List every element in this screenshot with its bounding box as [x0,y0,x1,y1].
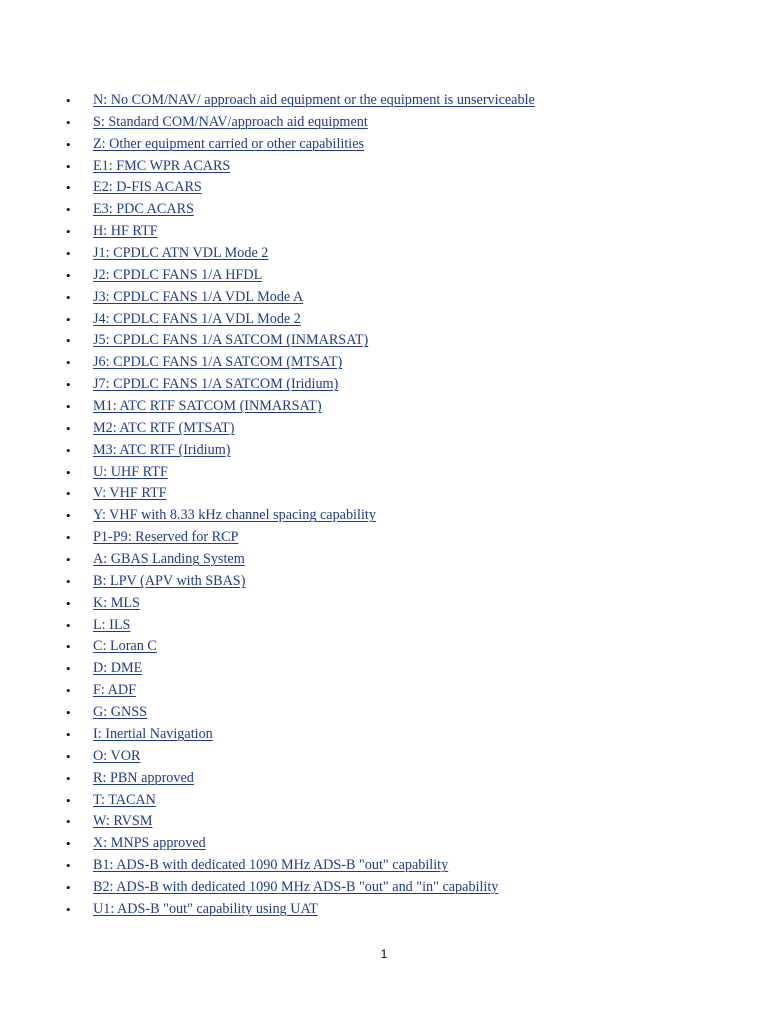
bullet-icon: • [66,377,71,393]
bullet-icon: • [66,683,71,699]
bullet-icon: • [66,858,71,874]
bullet-icon: • [66,158,71,174]
equipment-code-link[interactable]: J6: CPDLC FANS 1/A SATCOM (MTSAT) [93,354,343,371]
equipment-code-link[interactable]: W: RVSM [93,813,153,830]
bullet-icon: • [66,246,71,262]
bullet-icon: • [66,748,71,764]
equipment-code-link[interactable]: J7: CPDLC FANS 1/A SATCOM (Iridium) [93,376,339,393]
bullet-icon: • [66,202,71,218]
equipment-code-link[interactable]: B2: ADS-B with dedicated 1090 MHz ADS-B "out" and "in" capability [93,878,499,895]
equipment-code-link[interactable]: I: Inertial Navigation [93,725,213,742]
bullet-icon: • [66,573,71,589]
page-number: 1 [380,947,388,961]
equipment-code-link[interactable]: V: VHF RTF [93,485,167,502]
bullet-icon: • [66,267,71,283]
bullet-icon: • [66,530,71,546]
bullet-icon: • [66,617,71,633]
equipment-code-link[interactable]: M3: ATC RTF (Iridium) [93,441,231,458]
bullet-icon: • [66,552,71,568]
bullet-icon: • [66,180,71,196]
bullet-icon: • [66,464,71,480]
bullet-icon: • [66,901,71,917]
equipment-code-link[interactable]: R: PBN approved [93,769,194,786]
bullet-icon: • [66,114,71,130]
bullet-icon: • [66,333,71,349]
equipment-code-link[interactable]: B: LPV (APV with SBAS) [93,572,246,589]
equipment-code-link[interactable]: S: Standard COM/NAV/approach aid equipment [93,113,368,130]
equipment-code-link[interactable]: M2: ATC RTF (MTSAT) [93,419,235,436]
bullet-icon: • [66,705,71,721]
bullet-icon: • [66,726,71,742]
equipment-code-link[interactable]: D: DME [93,660,143,677]
equipment-code-link[interactable]: E1: FMC WPR ACARS [93,157,231,174]
equipment-code-link[interactable]: N: No COM/NAV/ approach aid equipment or the equipment is unserviceable [93,92,535,108]
equipment-code-link[interactable]: Y: VHF with 8.33 kHz channel spacing capability [93,507,376,524]
equipment-code-link[interactable]: J3: CPDLC FANS 1/A VDL Mode A [93,288,304,305]
bullet-icon: • [66,508,71,524]
equipment-code-link[interactable]: C: Loran C [93,638,157,655]
bullet-icon: • [66,224,71,240]
equipment-code-link[interactable]: J5: CPDLC FANS 1/A SATCOM (INMARSAT) [93,332,369,349]
bullet-icon: • [66,420,71,436]
bullet-icon: • [66,814,71,830]
bullet-icon: • [66,399,71,415]
bullet-icon: • [66,486,71,502]
equipment-code-link[interactable]: J1: CPDLC ATN VDL Mode 2 [93,245,269,262]
equipment-code-link[interactable]: P1-P9: Reserved for RCP [93,529,239,546]
equipment-code-link[interactable]: K: MLS [93,594,140,611]
bullet-icon: • [66,639,71,655]
bullet-icon: • [66,661,71,677]
bullet-icon: • [66,879,71,895]
bullet-icon: • [66,355,71,371]
bullet-icon: • [66,136,71,152]
equipment-code-link[interactable]: A: GBAS Landing System [93,551,245,568]
equipment-code-link[interactable]: M1: ATC RTF SATCOM (INMARSAT) [93,398,322,415]
equipment-code-link[interactable]: F: ADF [93,682,136,699]
equipment-code-link[interactable]: T: TACAN [93,791,156,808]
bullet-icon: • [66,311,71,327]
equipment-code-link[interactable]: E2: D-FIS ACARS [93,179,202,196]
equipment-code-link[interactable]: L: ILS [93,616,131,633]
bullet-icon: • [66,442,71,458]
bullet-icon: • [66,836,71,852]
equipment-code-link[interactable]: X: MNPS approved [93,835,206,852]
equipment-code-link[interactable]: Z: Other equipment carried or other capabilities [93,135,365,152]
equipment-code-link[interactable]: J4: CPDLC FANS 1/A VDL Mode 2 [93,310,301,327]
equipment-code-link[interactable]: U1: ADS-B "out" capability using UAT [93,900,318,917]
equipment-code-link[interactable]: G: GNSS [93,704,148,721]
equipment-code-link[interactable]: U: UHF RTF [93,463,168,480]
equipment-code-link[interactable]: B1: ADS-B with dedicated 1090 MHz ADS-B "out" capability [93,857,449,874]
bullet-icon: • [66,792,71,808]
equipment-code-link[interactable]: H: HF RTF [93,223,158,240]
bullet-icon: • [66,770,71,786]
equipment-code-link[interactable]: E3: PDC ACARS [93,201,194,218]
bullet-icon: • [66,289,71,305]
equipment-code-link[interactable]: J2: CPDLC FANS 1/A HFDL [93,266,263,283]
equipment-code-link[interactable]: O: VOR [93,747,141,764]
bullet-icon: • [66,595,71,611]
bullet-icon: • [66,93,71,108]
